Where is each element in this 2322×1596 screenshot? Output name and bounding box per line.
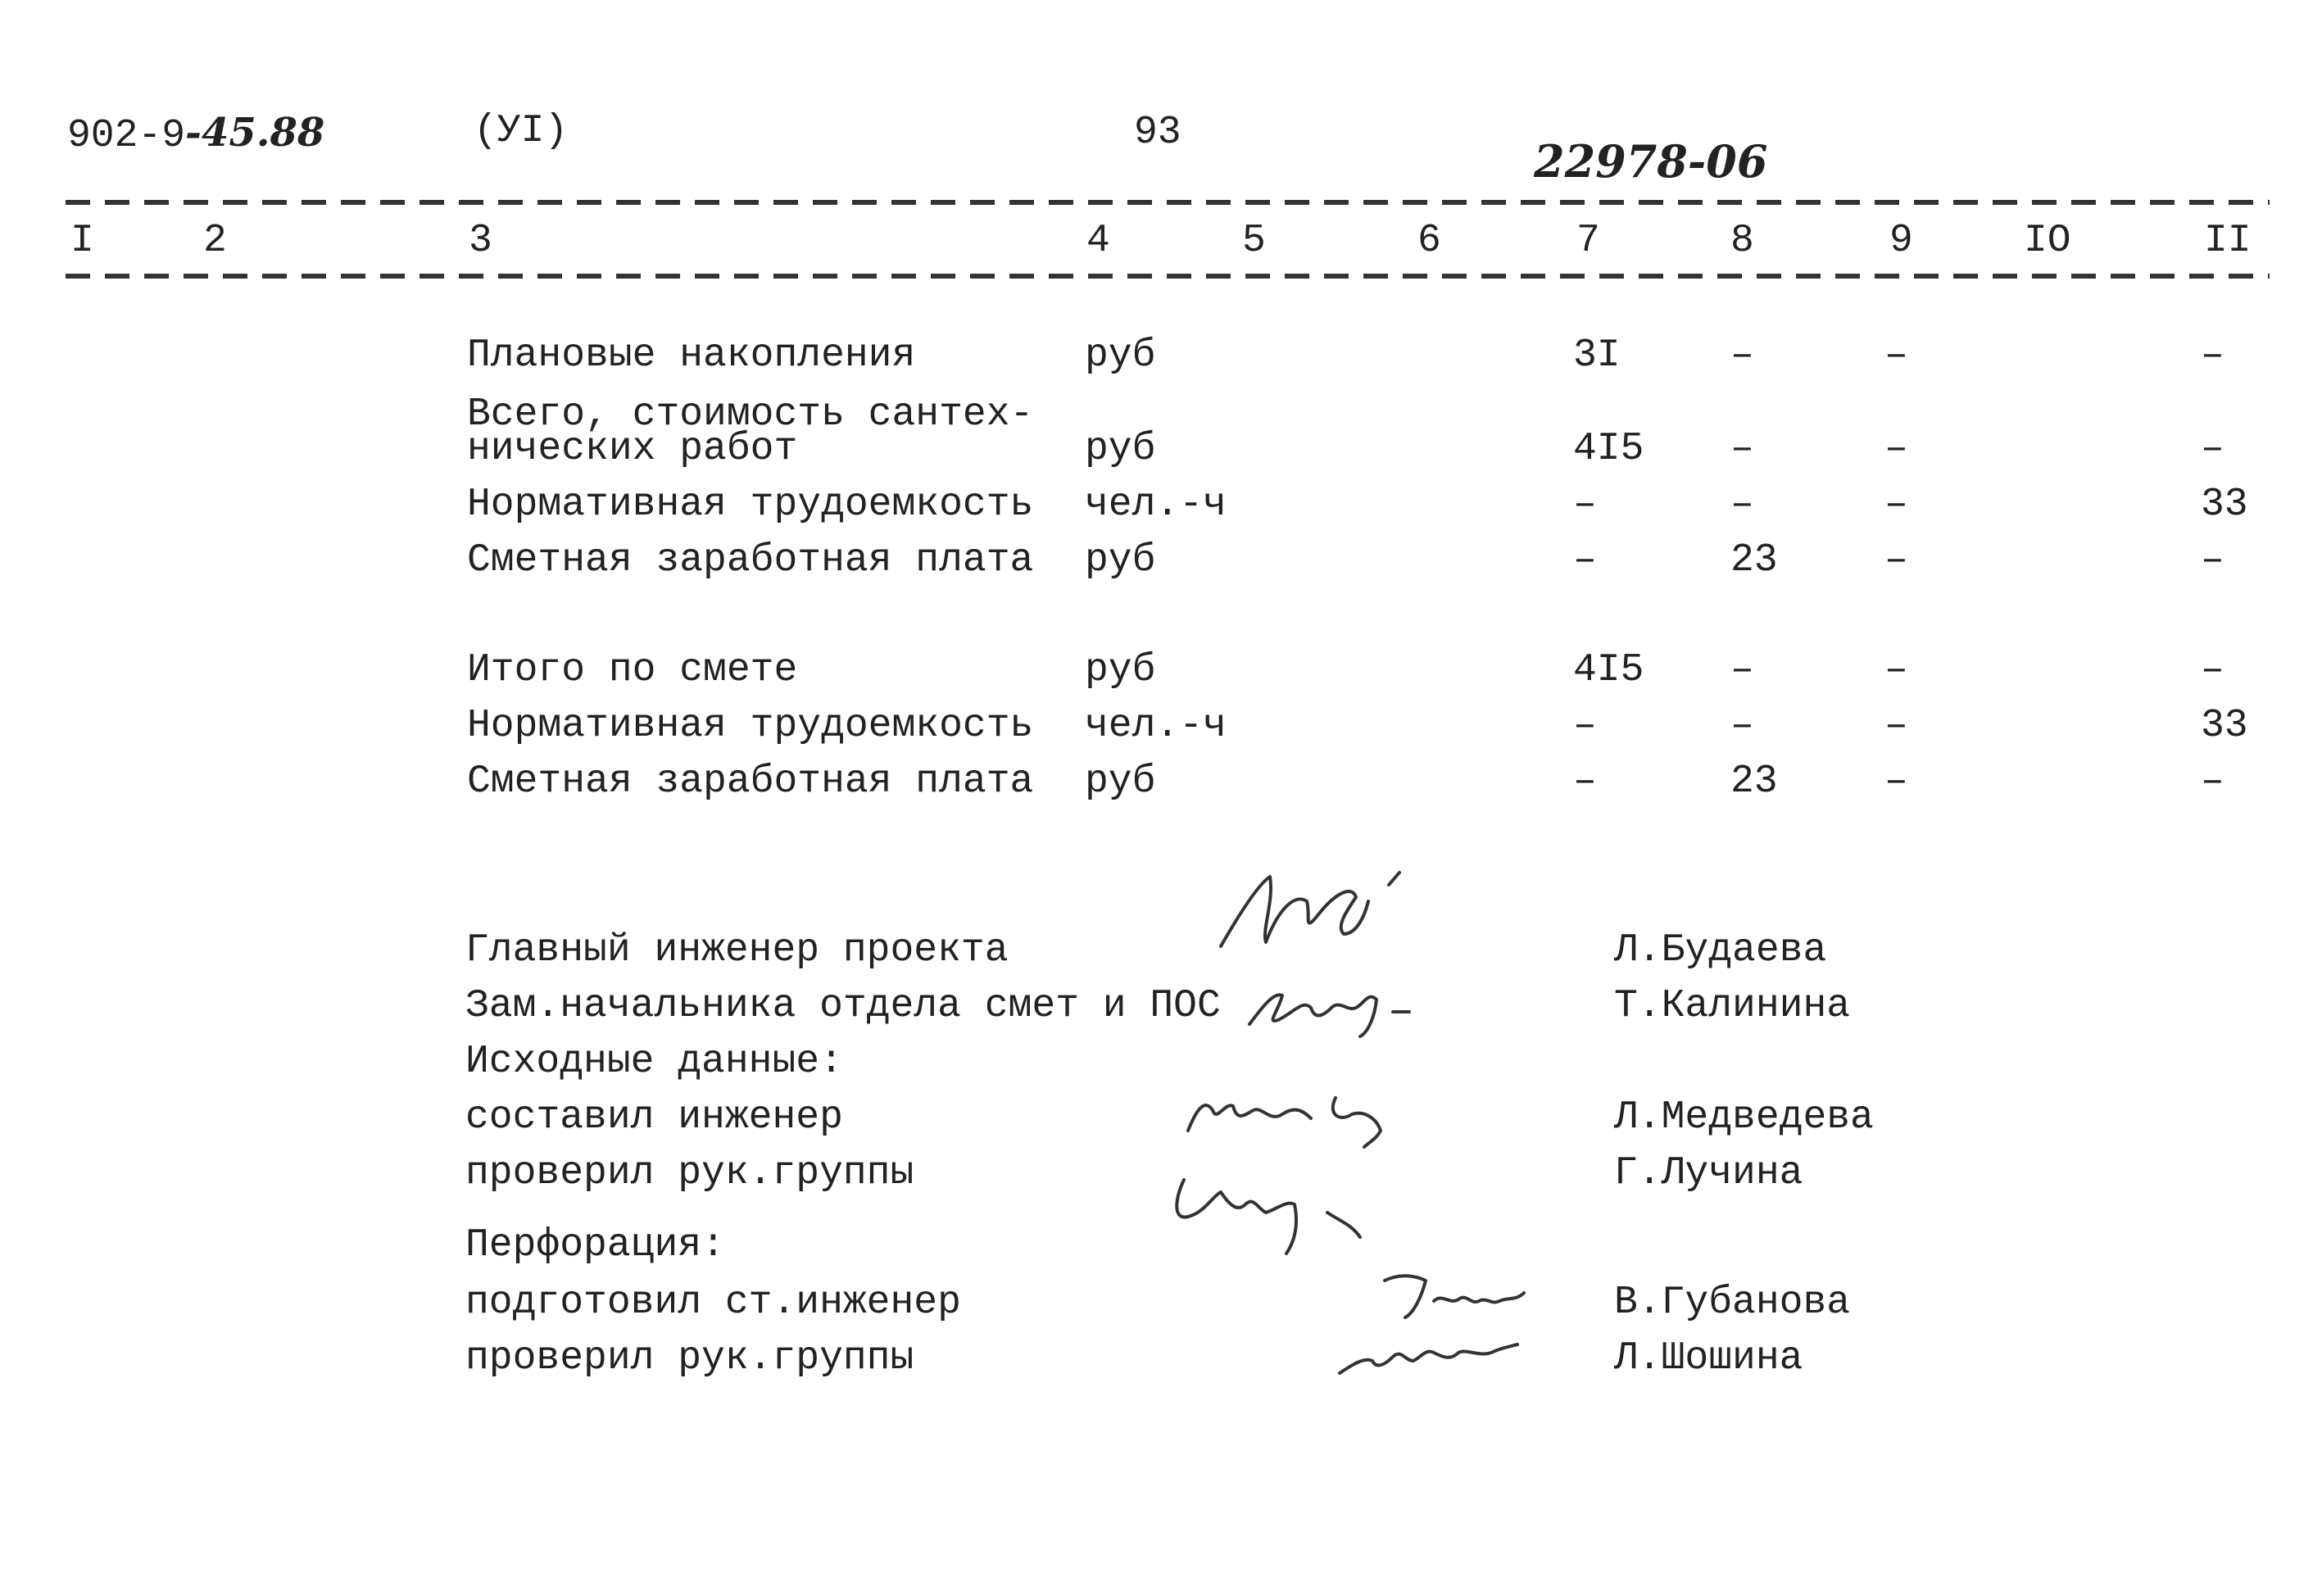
col-header-10: IO: [2024, 219, 2071, 263]
signer-role: проверил рук.группы: [465, 1336, 914, 1381]
signer-role: составил инженер: [465, 1095, 843, 1140]
doc-code-printed: 902-9: [67, 114, 186, 158]
col-header-4: 4: [1086, 219, 1110, 263]
handwritten-signature: [1376, 1268, 1532, 1326]
handwritten-signature: [1245, 975, 1426, 1041]
col-header-9: 9: [1889, 219, 1913, 263]
row-name: Сметная заработная плата: [467, 759, 1034, 804]
handwritten-signature: [1163, 1147, 1393, 1262]
header-rule-top: [66, 200, 2270, 205]
row-unit: руб: [1085, 759, 1156, 804]
row-col8: –: [1730, 704, 1754, 748]
doc-code-handwritten: -45.88: [185, 110, 325, 156]
signer-name: Т.Калинина: [1614, 984, 1851, 1028]
row-col7: –: [1573, 483, 1597, 527]
section-number: (УI): [474, 109, 569, 153]
row-unit: руб: [1085, 538, 1156, 583]
row-name: Всего, стоимость сантех-: [467, 392, 1034, 437]
row-col8: –: [1730, 333, 1754, 378]
signer-role: подготовил ст.инженер: [465, 1281, 961, 1325]
row-name-continuation: нических работ: [467, 427, 798, 471]
row-unit: чел.-ч: [1085, 704, 1227, 748]
row-col8: –: [1730, 427, 1754, 471]
row-name: Сметная заработная плата: [467, 538, 1034, 583]
row-col7: –: [1573, 759, 1597, 804]
doc-code: [67, 110, 325, 158]
row-col9: –: [1884, 704, 1908, 748]
row-col11: –: [2201, 427, 2224, 471]
row-name: Итого по смете: [467, 648, 798, 692]
row-col9: –: [1884, 648, 1908, 692]
row-col8: –: [1730, 648, 1754, 692]
row-unit: руб: [1085, 427, 1156, 471]
row-name: Плановые накопления: [467, 333, 916, 378]
signer-name: Г.Лучина: [1614, 1151, 1803, 1195]
signer-name: Л.Шошина: [1614, 1336, 1803, 1381]
header-rule-bottom: [66, 274, 2270, 279]
col-header-7: 7: [1576, 219, 1600, 263]
archive-number: 22978-06: [1534, 135, 1768, 188]
col-header-6: 6: [1417, 219, 1441, 263]
signer-name: Л.Будаева: [1614, 928, 1827, 973]
row-col7: 4I5: [1573, 427, 1644, 471]
row-col11: 33: [2201, 704, 2248, 748]
signer-role: Зам.начальника отдела смет и ПОС: [465, 984, 1221, 1028]
row-col11: –: [2201, 759, 2224, 804]
row-col9: –: [1884, 483, 1908, 527]
row-col8: 23: [1730, 538, 1778, 583]
col-header-11: II: [2204, 219, 2252, 263]
row-unit: руб: [1085, 333, 1156, 378]
row-col9: –: [1884, 538, 1908, 583]
row-col7: 4I5: [1573, 648, 1644, 692]
row-col9: –: [1884, 427, 1908, 471]
col-header-8: 8: [1730, 219, 1754, 263]
signer-role: проверил рук.группы: [465, 1151, 914, 1195]
col-header-5: 5: [1242, 219, 1266, 263]
row-name: Нормативная трудоемкость: [467, 483, 1034, 527]
row-unit: руб: [1085, 648, 1156, 692]
handwritten-signature: [1336, 1324, 1524, 1381]
row-col7: 3I: [1573, 333, 1621, 378]
row-col11: –: [2201, 333, 2224, 378]
handwritten-signature: [1213, 852, 1442, 959]
row-col11: –: [2201, 648, 2224, 692]
row-col9: –: [1884, 333, 1908, 378]
section-heading: Перфорация:: [465, 1223, 725, 1267]
col-header-2: 2: [203, 219, 227, 263]
signer-name: В.Губанова: [1614, 1281, 1851, 1325]
col-header-3: 3: [469, 219, 492, 263]
row-col9: –: [1884, 759, 1908, 804]
row-col7: –: [1573, 704, 1597, 748]
row-name: Нормативная трудоемкость: [467, 704, 1034, 748]
row-col8: 23: [1730, 759, 1778, 804]
row-col8: –: [1730, 483, 1754, 527]
row-col7: –: [1573, 538, 1597, 583]
row-unit: чел.-ч: [1085, 483, 1227, 527]
signer-name: Л.Медведева: [1614, 1095, 1874, 1140]
col-header-1: I: [70, 219, 94, 263]
page-number: 93: [1134, 111, 1181, 155]
row-col11: –: [2201, 538, 2224, 583]
section-heading: Исходные данные:: [465, 1040, 843, 1084]
signer-role: Главный инженер проекта: [465, 928, 1009, 973]
row-col11: 33: [2201, 483, 2248, 527]
